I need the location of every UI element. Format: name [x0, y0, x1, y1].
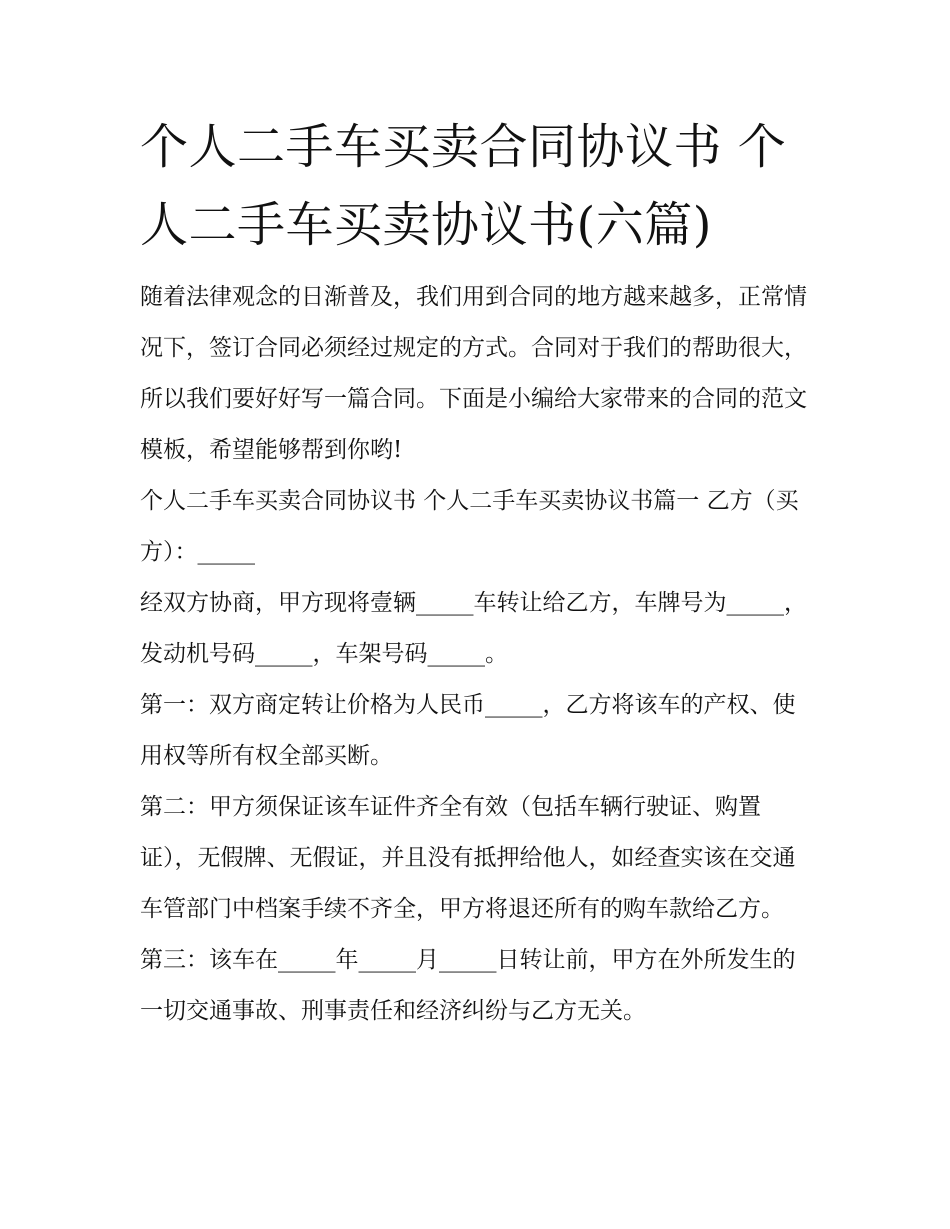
paragraph-clause-two: 第二：甲方须保证该车证件齐全有效（包括车辆行驶证、购置证），无假牌、无假证，并且没有抵押给他人，如经查实该在交通车管部门中档案手续不齐全，甲方将退还所有的购车款给乙方。	[140, 794, 796, 922]
document-title: 个人二手车买卖合同协议书 个人二手车买卖协议书(六篇)	[140, 119, 787, 253]
paragraph-heading-party-b: 个人二手车买卖合同协议书 个人二手车买卖协议书篇一 乙方（买方）：_____	[140, 488, 799, 565]
paragraph-intro: 随着法律观念的日渐普及，我们用到合同的地方越来越多，正常情况下，签订合同必须经过规定的方式。合同对于我们的帮助很大，所以我们要好好写一篇合同。下面是小编给大家带来的合同的范文模板，希望能够帮到你哟!	[140, 284, 807, 463]
document-body	[140, 108, 812, 1037]
paragraph-vehicle-transfer: 经双方协商，甲方现将壹辆_____车转让给乙方，车牌号为_____，发动机号码_____，车架号码_____。	[140, 590, 807, 667]
paragraph-clause-one: 第一：双方商定转让价格为人民币_____，乙方将该车的产权、使用权等所有权全部买断。	[140, 692, 796, 769]
paragraph-clause-three: 第三：该车在_____年_____月_____日转让前，甲方在外所发生的一切交通事故、刑事责任和经济纠纷与乙方无关。	[140, 947, 796, 1024]
